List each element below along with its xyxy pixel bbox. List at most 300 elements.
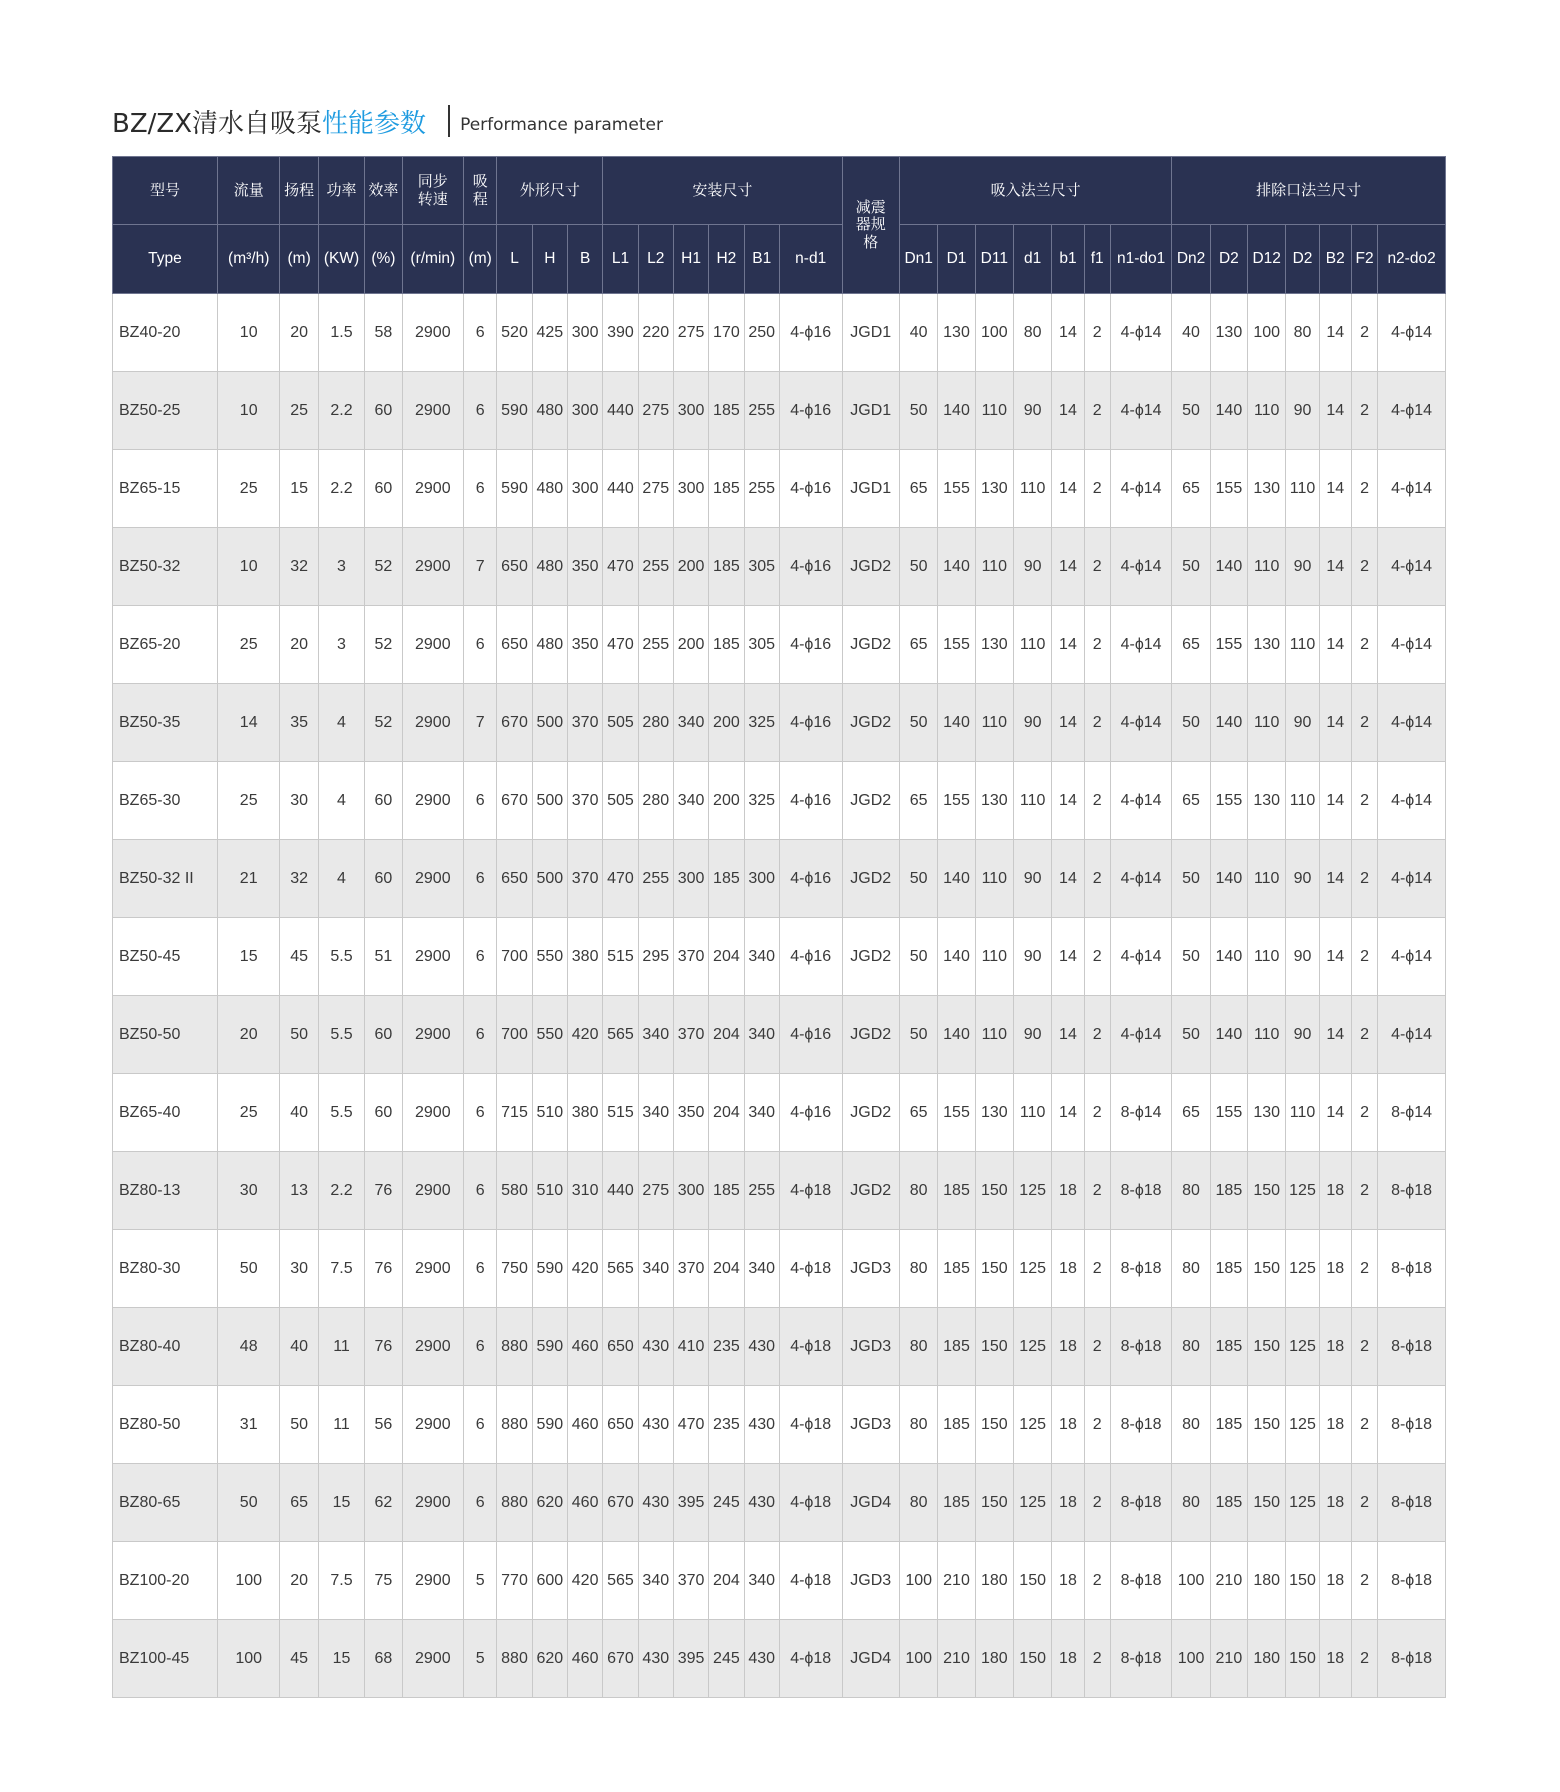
table-cell: 6 (464, 1074, 497, 1152)
table-cell: 185 (709, 606, 744, 684)
table-cell: 80 (900, 1308, 938, 1386)
table-cell: 340 (744, 996, 779, 1074)
table-cell: 80 (1013, 294, 1051, 372)
table-cell: 8-ϕ18 (1110, 1386, 1172, 1464)
header-sub-7: B1 (744, 225, 779, 294)
table-cell: 2900 (402, 450, 464, 528)
table-cell: 340 (638, 1542, 673, 1620)
table-cell: 60 (365, 762, 402, 840)
table-cell: 180 (975, 1620, 1013, 1698)
table-cell: 7.5 (318, 1542, 364, 1620)
table-cell: 10 (217, 294, 280, 372)
table-cell: 590 (497, 450, 532, 528)
table-cell: 2 (1351, 1464, 1377, 1542)
table-cell: JGD2 (842, 684, 900, 762)
table-cell: 2.2 (318, 1152, 364, 1230)
table-cell: 185 (938, 1308, 975, 1386)
table-cell: 204 (709, 996, 744, 1074)
table-cell: 204 (709, 1542, 744, 1620)
cell-type: BZ100-20 (113, 1542, 218, 1620)
table-cell: 6 (464, 1152, 497, 1230)
table-cell: 4-ϕ18 (779, 1464, 842, 1542)
table-cell: 150 (975, 1308, 1013, 1386)
table-cell: 30 (217, 1152, 280, 1230)
table-cell: 185 (1210, 1230, 1247, 1308)
table-cell: 295 (638, 918, 673, 996)
table-cell: 100 (975, 294, 1013, 372)
table-cell: 14 (1052, 840, 1084, 918)
table-cell: 155 (1210, 1074, 1247, 1152)
table-cell: 200 (673, 606, 708, 684)
table-cell: 25 (217, 1074, 280, 1152)
table-cell: 40 (900, 294, 938, 372)
table-cell: 100 (1172, 1620, 1210, 1698)
table-cell: 80 (900, 1464, 938, 1542)
table-cell: 14 (1319, 762, 1351, 840)
table-cell: 2900 (402, 1542, 464, 1620)
table-cell: 185 (938, 1464, 975, 1542)
table-cell: 8-ϕ18 (1110, 1152, 1172, 1230)
table-cell: 50 (280, 1386, 318, 1464)
table-cell: 25 (280, 372, 318, 450)
table-cell: 4-ϕ14 (1378, 294, 1446, 372)
table-cell: 10 (217, 372, 280, 450)
header-flow-unit: (m³/h) (217, 225, 280, 294)
table-cell: 110 (1248, 918, 1286, 996)
table-row (113, 918, 1446, 996)
table-cell: 76 (365, 1152, 402, 1230)
table-cell: 2 (1351, 606, 1377, 684)
table-cell: 370 (567, 840, 602, 918)
table-cell: 90 (1286, 528, 1319, 606)
table-cell: 350 (567, 606, 602, 684)
table-cell: 8-ϕ18 (1378, 1386, 1446, 1464)
table-cell: 2 (1351, 762, 1377, 840)
table-cell: 65 (280, 1464, 318, 1542)
header-sub-12: d1 (1013, 225, 1051, 294)
table-cell: 185 (1210, 1386, 1247, 1464)
table-cell: 670 (497, 684, 532, 762)
table-cell: 300 (567, 294, 602, 372)
table-cell: 110 (1013, 762, 1051, 840)
table-cell: 2 (1084, 528, 1110, 606)
table-cell: 2900 (402, 1230, 464, 1308)
table-cell: 880 (497, 1308, 532, 1386)
table-cell: 255 (638, 606, 673, 684)
table-cell: 185 (938, 1386, 975, 1464)
table-cell: 500 (532, 762, 567, 840)
cell-type: BZ50-32 II (113, 840, 218, 918)
table-cell: 715 (497, 1074, 532, 1152)
table-cell: 2900 (402, 1620, 464, 1698)
table-cell: 4-ϕ14 (1110, 372, 1172, 450)
table-cell: 150 (1248, 1230, 1286, 1308)
table-cell: 80 (1172, 1386, 1210, 1464)
table-cell: 4-ϕ14 (1110, 762, 1172, 840)
header-sub-6: H2 (709, 225, 744, 294)
table-cell: 565 (603, 1230, 638, 1308)
table-cell: 140 (1210, 528, 1247, 606)
header-flow-cn: 流量 (217, 157, 280, 225)
table-cell: 204 (709, 918, 744, 996)
table-cell: 4-ϕ16 (779, 372, 842, 450)
table-cell: 65 (1172, 450, 1210, 528)
table-cell: 52 (365, 684, 402, 762)
table-cell: 150 (1013, 1542, 1051, 1620)
table-cell: 76 (365, 1230, 402, 1308)
table-cell: 880 (497, 1386, 532, 1464)
table-row (113, 528, 1446, 606)
table-cell: JGD3 (842, 1230, 900, 1308)
table-cell: 140 (938, 918, 975, 996)
table-cell: 125 (1013, 1308, 1051, 1386)
table-cell: 185 (709, 1152, 744, 1230)
table-cell: 185 (938, 1152, 975, 1230)
table-cell: 80 (900, 1386, 938, 1464)
table-cell: 2 (1351, 1074, 1377, 1152)
table-cell: 520 (497, 294, 532, 372)
table-cell: 65 (900, 1074, 938, 1152)
table-cell: 6 (464, 450, 497, 528)
header-head-unit: (m) (280, 225, 318, 294)
table-cell: 2 (1351, 1152, 1377, 1230)
cell-type: BZ50-35 (113, 684, 218, 762)
table-cell: 410 (673, 1308, 708, 1386)
table-cell: 8-ϕ18 (1378, 1542, 1446, 1620)
cell-type: BZ80-30 (113, 1230, 218, 1308)
table-row (113, 1464, 1446, 1542)
header-power-unit: (KW) (318, 225, 364, 294)
table-cell: 7.5 (318, 1230, 364, 1308)
table-cell: 4-ϕ18 (779, 1230, 842, 1308)
table-cell: 505 (603, 762, 638, 840)
table-cell: 4-ϕ18 (779, 1620, 842, 1698)
table-cell: 440 (603, 372, 638, 450)
cell-type: BZ80-65 (113, 1464, 218, 1542)
table-cell: 4-ϕ16 (779, 762, 842, 840)
table-row (113, 1620, 1446, 1698)
header-type-cn: 型号 (113, 157, 218, 225)
table-cell: 130 (938, 294, 975, 372)
table-cell: 515 (603, 1074, 638, 1152)
table-cell: 2900 (402, 1152, 464, 1230)
table-cell: 430 (744, 1620, 779, 1698)
table-cell: 480 (532, 606, 567, 684)
table-cell: 4-ϕ14 (1378, 762, 1446, 840)
table-cell: 2 (1084, 762, 1110, 840)
table-cell: 50 (900, 996, 938, 1074)
table-row (113, 372, 1446, 450)
table-cell: 3 (318, 606, 364, 684)
table-cell: 4-ϕ14 (1110, 606, 1172, 684)
header-suction-unit: (m) (464, 225, 497, 294)
table-cell: 6 (464, 1464, 497, 1542)
table-cell: 8-ϕ18 (1110, 1542, 1172, 1620)
table-cell: 750 (497, 1230, 532, 1308)
table-row (113, 450, 1446, 528)
table-cell: 14 (217, 684, 280, 762)
table-cell: 6 (464, 372, 497, 450)
table-cell: 4 (318, 840, 364, 918)
table-row (113, 1308, 1446, 1386)
table-cell: 18 (1319, 1308, 1351, 1386)
table-cell: 150 (1248, 1308, 1286, 1386)
table-cell: 14 (1319, 996, 1351, 1074)
table-cell: 130 (1248, 762, 1286, 840)
table-cell: 100 (217, 1620, 280, 1698)
table-cell: 505 (603, 684, 638, 762)
table-cell: 11 (318, 1308, 364, 1386)
table-cell: 68 (365, 1620, 402, 1698)
table-cell: 880 (497, 1464, 532, 1542)
header-sub-13: b1 (1052, 225, 1084, 294)
table-cell: 2 (1084, 372, 1110, 450)
table-cell: 14 (1052, 372, 1084, 450)
table-cell: 18 (1319, 1620, 1351, 1698)
table-cell: 245 (709, 1620, 744, 1698)
table-cell: 15 (280, 450, 318, 528)
table-cell: 18 (1052, 1464, 1084, 1542)
table-body (113, 294, 1446, 1698)
table-cell: 155 (938, 450, 975, 528)
table-cell: 2 (1084, 1230, 1110, 1308)
table-cell: 140 (1210, 996, 1247, 1074)
table-cell: 2 (1351, 528, 1377, 606)
table-cell: 370 (673, 918, 708, 996)
table-cell: 35 (280, 684, 318, 762)
table-cell: 2900 (402, 1464, 464, 1542)
table-cell: 170 (709, 294, 744, 372)
table-cell: 48 (217, 1308, 280, 1386)
table-cell: 305 (744, 528, 779, 606)
table-cell: 25 (217, 606, 280, 684)
table-cell: 8-ϕ14 (1378, 1074, 1446, 1152)
table-cell: 155 (1210, 606, 1247, 684)
table-cell: 300 (673, 840, 708, 918)
table-cell: 650 (497, 606, 532, 684)
table-cell: JGD3 (842, 1308, 900, 1386)
table-cell: 4 (318, 684, 364, 762)
table-cell: 2 (1351, 1308, 1377, 1386)
table-cell: 2 (1351, 918, 1377, 996)
table-cell: 90 (1013, 528, 1051, 606)
table-cell: JGD2 (842, 1074, 900, 1152)
table-cell: 2 (1084, 606, 1110, 684)
table-cell: 7 (464, 684, 497, 762)
table-row (113, 1152, 1446, 1230)
table-cell: 90 (1013, 918, 1051, 996)
header-sub-8: n-d1 (779, 225, 842, 294)
table-cell: 4-ϕ14 (1110, 918, 1172, 996)
table-cell: 340 (638, 996, 673, 1074)
table-cell: 20 (280, 294, 318, 372)
table-cell: 20 (280, 1542, 318, 1620)
table-cell: 280 (638, 684, 673, 762)
table-cell: 305 (744, 606, 779, 684)
cell-type: BZ65-15 (113, 450, 218, 528)
table-cell: 460 (567, 1620, 602, 1698)
table-cell: 14 (1052, 528, 1084, 606)
table-cell: 110 (975, 684, 1013, 762)
table-cell: 310 (567, 1152, 602, 1230)
table-cell: 65 (1172, 606, 1210, 684)
table-cell: 2900 (402, 840, 464, 918)
table-cell: 180 (1248, 1542, 1286, 1620)
table-cell: 80 (900, 1230, 938, 1308)
table-cell: 8-ϕ18 (1110, 1308, 1172, 1386)
table-cell: 430 (638, 1620, 673, 1698)
cell-type: BZ65-20 (113, 606, 218, 684)
header-eff-cn: 效率 (365, 157, 402, 225)
table-cell: 185 (938, 1230, 975, 1308)
table-cell: 155 (938, 1074, 975, 1152)
header-sub-14: f1 (1084, 225, 1110, 294)
table-cell: 590 (532, 1386, 567, 1464)
table-cell: 150 (1248, 1386, 1286, 1464)
table-cell: JGD2 (842, 996, 900, 1074)
table-cell: 2900 (402, 918, 464, 996)
table-cell: 8-ϕ18 (1110, 1464, 1172, 1542)
table-cell: 2 (1084, 918, 1110, 996)
header-sub-2: B (567, 225, 602, 294)
table-cell: 590 (532, 1230, 567, 1308)
table-cell: 200 (709, 684, 744, 762)
table-cell: 4-ϕ14 (1378, 450, 1446, 528)
table-cell: 255 (744, 450, 779, 528)
table-cell: 470 (603, 840, 638, 918)
table-cell: 340 (744, 918, 779, 996)
table-cell: 110 (1013, 606, 1051, 684)
table-cell: 14 (1052, 918, 1084, 996)
table-cell: 2 (1084, 1542, 1110, 1620)
table-cell: 5.5 (318, 996, 364, 1074)
table-cell: 125 (1286, 1386, 1319, 1464)
cell-type: BZ50-45 (113, 918, 218, 996)
table-cell: 75 (365, 1542, 402, 1620)
table-cell: 210 (938, 1620, 975, 1698)
header-sub-18: D12 (1248, 225, 1286, 294)
table-cell: 565 (603, 996, 638, 1074)
table-cell: 670 (603, 1464, 638, 1542)
header-sub-1: H (532, 225, 567, 294)
table-cell: 430 (638, 1308, 673, 1386)
table-cell: 60 (365, 996, 402, 1074)
performance-table (112, 156, 1446, 1698)
table-cell: 4-ϕ18 (779, 1542, 842, 1620)
table-cell: 110 (1286, 762, 1319, 840)
cell-type: BZ50-50 (113, 996, 218, 1074)
table-cell: 180 (975, 1542, 1013, 1620)
table-cell: 350 (567, 528, 602, 606)
table-cell: 2 (1084, 996, 1110, 1074)
table-cell: 18 (1052, 1620, 1084, 1698)
title-english: Performance parameter (460, 115, 663, 135)
table-cell: 425 (532, 294, 567, 372)
table-cell: 620 (532, 1464, 567, 1542)
table-cell: 4-ϕ14 (1378, 918, 1446, 996)
table-cell: 8-ϕ18 (1378, 1230, 1446, 1308)
table-cell: 125 (1286, 1308, 1319, 1386)
table-cell: 52 (365, 606, 402, 684)
table-cell: 6 (464, 840, 497, 918)
table-cell: 90 (1013, 840, 1051, 918)
table-cell: 2900 (402, 996, 464, 1074)
table-cell: 60 (365, 372, 402, 450)
table-cell: 7 (464, 528, 497, 606)
table-cell: 2 (1351, 996, 1377, 1074)
table-row (113, 996, 1446, 1074)
header-sub-19: D2 (1286, 225, 1319, 294)
table-cell: 510 (532, 1152, 567, 1230)
table-cell: 15 (318, 1464, 364, 1542)
table-cell: 155 (1210, 450, 1247, 528)
table-cell: 4-ϕ14 (1378, 606, 1446, 684)
table-cell: 2 (1351, 1230, 1377, 1308)
table-cell: 6 (464, 918, 497, 996)
table-cell: 51 (365, 918, 402, 996)
table-cell: 2 (1084, 1620, 1110, 1698)
table-cell: 30 (280, 762, 318, 840)
table-cell: 5 (464, 1620, 497, 1698)
table-cell: JGD4 (842, 1620, 900, 1698)
table-cell: 40 (280, 1308, 318, 1386)
table-cell: 90 (1013, 684, 1051, 762)
table-cell: 4-ϕ14 (1378, 840, 1446, 918)
table-cell: 4-ϕ14 (1378, 372, 1446, 450)
table-cell: 50 (1172, 528, 1210, 606)
table-cell: 110 (1248, 372, 1286, 450)
table-cell: 100 (1172, 1542, 1210, 1620)
header-sub-3: L1 (603, 225, 638, 294)
table-cell: 110 (975, 372, 1013, 450)
table-cell: 4-ϕ16 (779, 918, 842, 996)
table-cell: 500 (532, 840, 567, 918)
table-cell: 185 (709, 372, 744, 450)
table-cell: 440 (603, 450, 638, 528)
table-cell: 300 (567, 372, 602, 450)
table-cell: JGD4 (842, 1464, 900, 1542)
header-sub-15: n1-do1 (1110, 225, 1172, 294)
table-cell: 150 (975, 1230, 1013, 1308)
table-cell: 340 (744, 1542, 779, 1620)
table-cell: 4-ϕ16 (779, 528, 842, 606)
table-cell: 90 (1013, 372, 1051, 450)
table-cell: JGD1 (842, 372, 900, 450)
table-cell: 2900 (402, 372, 464, 450)
table-cell: 4-ϕ14 (1110, 840, 1172, 918)
table-cell: 140 (1210, 372, 1247, 450)
table-cell: 14 (1052, 1074, 1084, 1152)
table-cell: 10 (217, 528, 280, 606)
header-suction-cn-text: 吸程 (472, 173, 488, 208)
table-cell: 280 (638, 762, 673, 840)
table-cell: 130 (1210, 294, 1247, 372)
table-cell: 140 (938, 996, 975, 1074)
table-cell: JGD2 (842, 840, 900, 918)
table-cell: 14 (1319, 294, 1351, 372)
table-cell: 210 (1210, 1542, 1247, 1620)
table-cell: 235 (709, 1386, 744, 1464)
table-cell: 50 (217, 1464, 280, 1542)
table-cell: 480 (532, 450, 567, 528)
title-prefix: BZ/ZX清水自吸泵 (112, 108, 323, 139)
header-outlet-cn: 排除口法兰尺寸 (1172, 157, 1446, 225)
table-cell: 550 (532, 918, 567, 996)
table-cell: 250 (744, 294, 779, 372)
table-cell: 204 (709, 1074, 744, 1152)
table-cell: 210 (938, 1542, 975, 1620)
table-cell: 185 (1210, 1152, 1247, 1230)
